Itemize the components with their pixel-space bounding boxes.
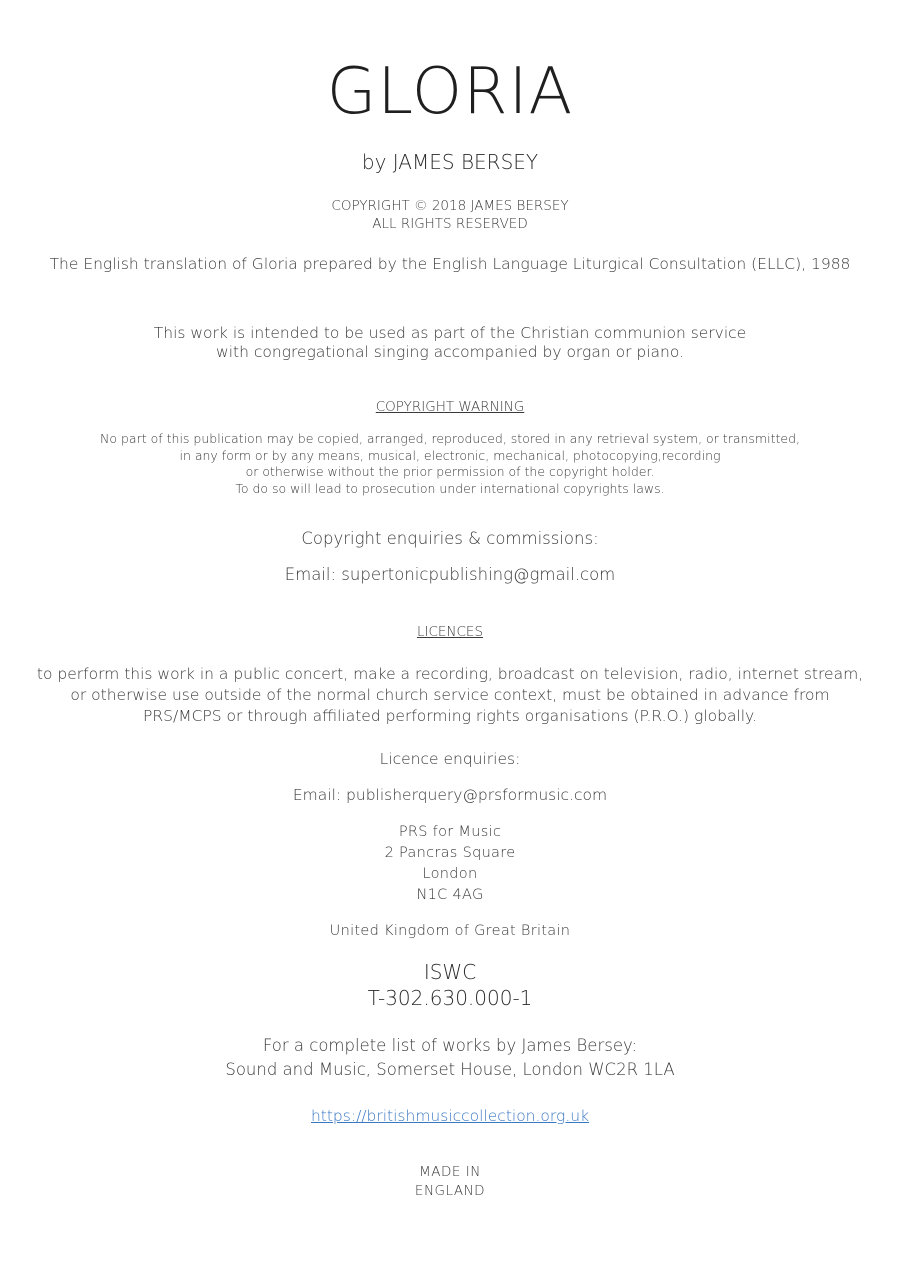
translation-note: The English translation of Gloria prepared by the English Language Liturgical Consultation (ELLC), 1988 — [49, 255, 851, 273]
address-line-3: London — [422, 866, 478, 882]
warning-line-1: No part of this publication may be copied, arranged, reproduced, stored in any retrieval system, or transmitted, — [100, 431, 800, 446]
warning-line-4: To do so will lead to prosecution under international copyrights laws. — [235, 481, 665, 496]
address-line-4: N1C 4AG — [416, 887, 484, 903]
warning-line-3: or otherwise without the prior permission of the copyright holder. — [245, 464, 655, 479]
made-in-line-2: ENGLAND — [414, 1183, 486, 1199]
intended-use-line-1: This work is intended to be used as part of the Christian communion service — [153, 324, 747, 342]
composer-byline: by JAMES BERSEY — [361, 150, 539, 174]
copyright-enquiries-label: Copyright enquiries & commissions: — [301, 529, 599, 548]
licences-line-3: PRS/MCPS or through affiliated performing rights organisations (P.R.O.) globally. — [143, 707, 757, 725]
copyright-email: Email: supertonicpublishing@gmail.com — [284, 565, 616, 584]
intended-use-line-2: with congregational singing accompanied by organ or piano. — [216, 343, 684, 361]
address-line-1: PRS for Music — [398, 824, 502, 840]
licences-line-1: to perform this work in a public concert, make a recording, broadcast on television, radio, internet stream, — [36, 665, 864, 683]
copyright-warning-heading: COPYRIGHT WARNING — [375, 399, 525, 415]
page-title: GLORIA — [326, 55, 574, 129]
warning-line-2: in any form or by any means, musical, electronic, mechanical, photocopying,recording — [179, 448, 721, 463]
licence-enquiries-label: Licence enquiries: — [379, 750, 521, 768]
address-country: United Kingdom of Great Britain — [329, 923, 571, 939]
licence-email: Email: publisherquery@prsformusic.com — [292, 786, 608, 804]
works-list-line-2: Sound and Music, Somerset House, London WC2R 1LA — [225, 1060, 675, 1079]
copyright-line: COPYRIGHT © 2018 JAMES BERSEY — [331, 198, 569, 214]
licences-line-2: or otherwise use outside of the normal church service context, must be obtained in advance from — [70, 686, 830, 704]
iswc-label: ISWC — [423, 960, 477, 984]
address-line-2: 2 Pancras Square — [384, 845, 516, 861]
british-music-collection-link[interactable]: https://britishmusiccollection.org.uk — [310, 1107, 590, 1125]
iswc-code: T-302.630.000-1 — [367, 986, 533, 1010]
made-in-line-1: MADE IN — [419, 1164, 481, 1180]
licences-heading: LICENCES — [416, 624, 484, 640]
works-list-line-1: For a complete list of works by James Bersey: — [262, 1036, 638, 1055]
rights-reserved-line: ALL RIGHTS RESERVED — [372, 216, 528, 232]
works-link-wrapper — [0, 1105, 900, 1127]
